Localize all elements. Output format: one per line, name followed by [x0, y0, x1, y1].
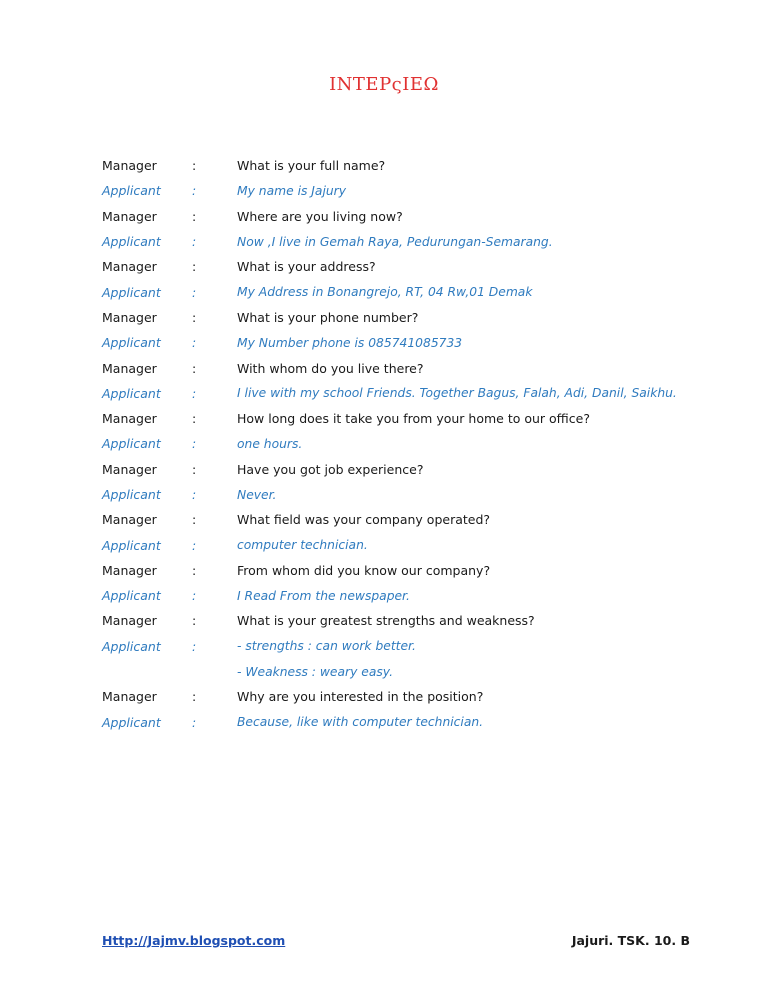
colon-separator: :	[192, 537, 197, 553]
colon-separator: :	[192, 487, 197, 502]
question-text: Have you got job experience?	[237, 461, 424, 477]
speaker-label: Applicant	[102, 385, 161, 401]
dialogue-row	[102, 204, 722, 229]
dialogue-row	[102, 583, 722, 608]
dialogue-row	[102, 482, 722, 507]
dialogue-row	[102, 710, 722, 735]
speaker-label: Applicant	[102, 588, 161, 604]
question-text: With whom do you live there?	[237, 360, 424, 376]
answer-text: Now ,I live in Gemah Raya, Pedurungan-Semarang.	[237, 234, 553, 249]
colon-separator: :	[192, 512, 197, 528]
speaker-label: Manager	[102, 309, 157, 325]
speaker-label: Manager	[102, 461, 157, 477]
colon-separator: :	[192, 562, 197, 578]
answer-text: - Weakness : weary easy.	[237, 664, 393, 679]
colon-separator: :	[192, 309, 197, 325]
dialogue-row	[102, 178, 722, 203]
colon-separator: :	[192, 183, 197, 199]
dialogue-row	[102, 229, 722, 254]
blog-link[interactable]: Http://Jajmv.blogspot.com	[102, 933, 286, 948]
question-text: How long does it take you from your home to our office?	[237, 411, 590, 427]
dialogue-row	[102, 431, 722, 456]
colon-separator: :	[192, 689, 197, 705]
speaker-label: Manager	[102, 360, 157, 376]
colon-separator: :	[192, 588, 197, 604]
colon-separator: :	[192, 259, 197, 275]
answer-text: My Number phone is 085741085733	[237, 335, 463, 350]
dialogue-row	[102, 305, 722, 330]
speaker-label: Applicant	[102, 638, 161, 654]
question-text: What is your greatest strengths and weakness?	[237, 613, 535, 629]
question-text: What is your address?	[237, 259, 376, 275]
dialogue-row	[102, 684, 722, 709]
question-text: What field was your company operated?	[237, 512, 491, 528]
colon-separator: :	[192, 436, 197, 452]
answer-text: I Read From the newspaper.	[237, 588, 410, 603]
colon-separator: :	[192, 208, 197, 224]
question-text: Why are you interested in the position?	[237, 689, 484, 705]
dialogue-row	[102, 634, 722, 659]
answer-text: computer technician.	[237, 538, 368, 553]
answer-text: Never.	[237, 487, 277, 502]
colon-separator: :	[192, 158, 197, 174]
author-label: Jajuri. TSK. 10. B	[571, 933, 690, 948]
question-text: Where are you living now?	[237, 208, 403, 224]
speaker-label: Applicant	[102, 487, 161, 502]
dialogue-row	[102, 532, 722, 557]
dialogue-row	[102, 381, 722, 406]
speaker-label: Manager	[102, 689, 157, 705]
speaker-label: Manager	[102, 158, 157, 174]
dialogue-row	[102, 659, 722, 684]
colon-separator: :	[192, 385, 197, 401]
dialogue-row	[102, 330, 722, 355]
speaker-label: Manager	[102, 208, 157, 224]
answer-text: I live with my school Friends. Together Bagus, Falah, Adi, Danil, Saikhu.	[237, 386, 677, 401]
speaker-label: Manager	[102, 613, 157, 629]
page-title: INTEPςIEΩ	[329, 74, 439, 95]
answer-text: My Address in Bonangrejo, RT, 04 Rw,01 Demak	[237, 285, 533, 300]
dialogue-row	[102, 254, 722, 279]
colon-separator: :	[192, 284, 197, 300]
dialogue-list	[102, 153, 722, 735]
speaker-label: Manager	[102, 259, 157, 275]
answer-text: Because, like with computer technician.	[237, 715, 484, 730]
speaker-label: Applicant	[102, 436, 161, 452]
dialogue-row	[102, 355, 722, 380]
speaker-label: Manager	[102, 411, 157, 427]
colon-separator: :	[192, 461, 197, 477]
dialogue-row	[102, 406, 722, 431]
speaker-label: Manager	[102, 512, 157, 528]
speaker-label: Applicant	[102, 183, 161, 199]
speaker-label: Applicant	[102, 234, 161, 250]
colon-separator: :	[192, 638, 197, 654]
dialogue-row	[102, 153, 722, 178]
colon-separator: :	[192, 335, 197, 351]
answer-text: one hours.	[237, 436, 303, 451]
speaker-label: Applicant	[102, 335, 161, 351]
dialogue-row	[102, 279, 722, 304]
dialogue-row	[102, 457, 722, 482]
question-text: What is your full name?	[237, 158, 386, 174]
speaker-label: Applicant	[102, 537, 161, 553]
dialogue-row	[102, 608, 722, 633]
colon-separator: :	[192, 613, 197, 629]
speaker-label: Manager	[102, 562, 157, 578]
question-text: From whom did you know our company?	[237, 562, 491, 578]
question-text: What is your phone number?	[237, 309, 419, 325]
speaker-label: Applicant	[102, 714, 161, 730]
dialogue-row	[102, 558, 722, 583]
colon-separator: :	[192, 360, 197, 376]
answer-text: My name is Jajury	[237, 183, 347, 198]
answer-text: - strengths : can work better.	[237, 639, 416, 654]
colon-separator: :	[192, 714, 197, 730]
dialogue-row	[102, 507, 722, 532]
speaker-label: Applicant	[102, 284, 161, 300]
colon-separator: :	[192, 411, 197, 427]
colon-separator: :	[192, 234, 197, 250]
